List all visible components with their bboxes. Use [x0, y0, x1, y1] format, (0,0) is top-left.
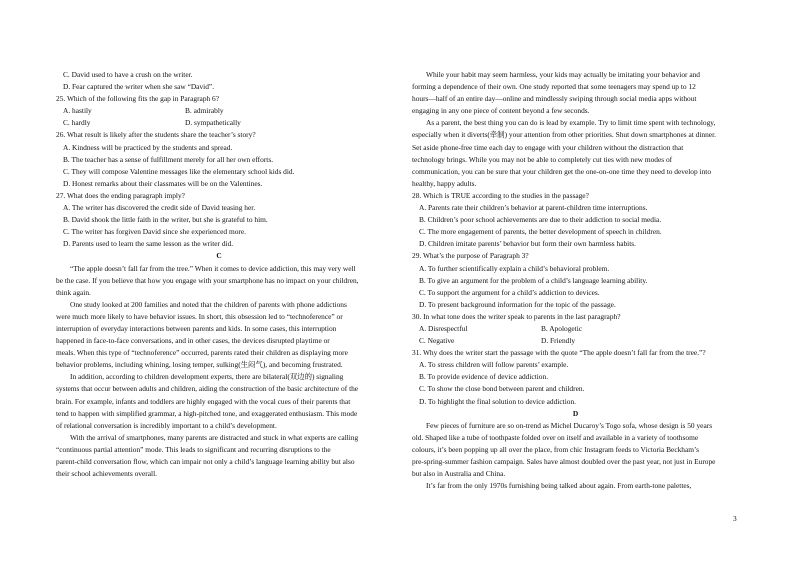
option-line: B. To provide evidence of device addiction. — [419, 372, 549, 382]
option-line: C. To support the argument for a child’s addiction to devices. — [419, 287, 600, 297]
passage-line: With the arrival of smartphones, many parents are distracted and stuck in what experts are calling — [70, 432, 359, 442]
passage-line: think again. — [56, 287, 91, 297]
passage-line: “continuous partial attention” mode. This leads to significant and recurring disruptions to the — [56, 444, 331, 454]
option-c: C. Negative — [419, 336, 455, 346]
question-28: 28. Which is TRUE according to the studies in the passage? — [412, 190, 589, 200]
option-line: C. The more engagement of parents, the better development of speech in children. — [419, 227, 662, 237]
passage-line: healthy, happy adults. — [412, 178, 477, 188]
option-line: B. Children’s poor school achievements are due to their addiction to social media. — [419, 215, 662, 225]
option-d: D. sympathetically — [185, 118, 241, 128]
passage-line: In addition, according to children development experts, there are bilateral(双边的) signaling — [70, 372, 344, 382]
passage-line: especially when it diverts(牵制) your attention from other priorities. Shut down smartphones at dinner. — [412, 130, 716, 140]
option-line: D. Honest remarks about their classmates will be on the Valentines. — [63, 178, 263, 188]
passage-line: but also in Australia and China. — [412, 469, 506, 479]
passage-line: While your habit may seem harmless, your kids may actually be imitating your behavior and — [426, 70, 700, 79]
question-31: 31. Why does the writer start the passage with the quote “The apple doesn’t fall far from the tree.”? — [412, 348, 706, 358]
passage-line: pre-spring-summer fashion campaign. Sales have almost doubled over the past year, not just in Europe — [412, 457, 716, 466]
option-d: D. Friendly — [541, 336, 576, 346]
passage-line: parent-child conversation flow, which can impair not only a child’s language learning ability but also — [56, 457, 355, 466]
option-a: A. Disrespectful — [419, 323, 468, 333]
option-line: C. They will compose Valentine messages like the elementary school kids did. — [63, 166, 295, 176]
option-row — [412, 335, 739, 347]
right-column — [412, 69, 739, 492]
option-b: B. Apologetic — [541, 323, 583, 333]
option-row — [412, 323, 739, 335]
passage-line: Set aside phone-free time each day to engage with your children without the distraction that — [412, 142, 684, 152]
option-b: B. admirably — [185, 106, 224, 116]
passage-line: systems that occur between adults and children, aiding the construction of the basic architecture of the — [56, 384, 359, 394]
option-line: A. To stress children will follow parents’ example. — [419, 360, 569, 370]
page-number: 3 — [733, 514, 737, 523]
option-line: A. Parents rate their children’s behavior at parent-children time interruptions. — [419, 203, 648, 213]
question-25: 25. Which of the following fits the gap in Paragraph 6? — [56, 94, 220, 104]
option-line: A. To further scientifically explain a child’s behavioral problem. — [419, 263, 610, 273]
option-row — [56, 117, 382, 129]
option-line: D. Fear captured the writer when she saw “David”. — [63, 82, 215, 92]
passage-line: meals. When this type of “technoference” occurred, parents rated their children as displaying more — [56, 348, 348, 358]
option-line: D. Parents used to learn the same lesson as the writer did. — [63, 239, 234, 249]
option-line: C. To show the close bond between parent and children. — [419, 384, 585, 394]
passage-line: “The apple doesn’t fall far from the tree.” When it comes to device addiction, this may very well — [70, 263, 356, 273]
option-line: B. The teacher has a sense of fulfillment merely for all her own efforts. — [63, 154, 274, 164]
option-row — [56, 105, 382, 117]
passage-line: forming a dependence of their own. One study reported that some teenagers may spend up to 12 — [412, 82, 696, 92]
passage-line: were much more likely to have behavior issues. In short, this obsession led to “technoference” or — [56, 311, 343, 321]
option-a: A. hastily — [63, 106, 92, 116]
option-line: B. To give an argument for the problem of a child’s language learning ability. — [419, 275, 648, 285]
left-column — [56, 69, 382, 480]
passage-line: engaging in any one piece of content beyond a few seconds. — [412, 106, 590, 116]
passage-line: technology brings. While you may not be able to completely cut ties with new modes of — [412, 154, 673, 164]
section-heading-d: D — [572, 408, 579, 418]
passage-line: colours, it’s been popping up all over the place, from chic Instagram feeds to Victoria Beckham’s — [412, 444, 699, 454]
question-29: 29. What’s the purpose of Paragraph 3? — [412, 251, 529, 261]
passage-line: of relational conversation is incredibly important to a child’s development. — [56, 420, 277, 430]
passage-line: behavior problems, including whining, losing temper, sulking(生闷气), and becoming frustrated. — [56, 360, 343, 370]
option-c: C. hardly — [63, 118, 91, 128]
passage-line: tend to happen with simplified grammar, a high-pitched tone, and exaggerated enthusiasm. This mode — [56, 408, 358, 418]
option-line: A. Kindness will be practiced by the students and spread. — [63, 142, 233, 152]
passage-line: their school achievements overall. — [56, 469, 157, 479]
question-30: 30. In what tone does the writer speak to parents in the last paragraph? — [412, 311, 621, 321]
option-line: C. The writer has forgiven David since she experienced more. — [63, 227, 246, 237]
passage-line: interruption of everyday interactions between parents and kids. In some cases, this interruption — [56, 323, 337, 333]
option-line: A. The writer has discovered the credit side of David teasing her. — [63, 203, 256, 213]
option-line: C. David used to have a crush on the writer. — [63, 70, 193, 79]
passage-line: old. Shaped like a tube of toothpaste folded over on itself and available in a variety of toothsome — [412, 432, 699, 442]
passage-line: As a parent, the best thing you can do is lead by example. Try to limit time spent with technology, — [426, 118, 716, 128]
section-heading-c: C — [216, 251, 222, 261]
passage-line: be the case. If you believe that how you engage with your smartphone has no impact on your children, — [56, 275, 359, 285]
option-line: B. David shook the little faith in the writer, but she is grateful to him. — [63, 215, 268, 225]
passage-line: It’s far from the only 1970s furnishing being talked about again. From earth-tone palettes, — [426, 481, 692, 491]
passage-line: Few pieces of furniture are so on-trend as Michel Ducaroy’s Togo sofa, whose design is 50 years — [426, 420, 713, 430]
passage-line: communication, you can be sure that your children get the one-on-one time they need to develop into — [412, 166, 712, 176]
question-27: 27. What does the ending paragraph imply? — [56, 190, 185, 200]
passage-line: hours—half of an entire day—online and mindlessly swiping through social media apps without — [412, 94, 697, 104]
passage-line: One study looked at 200 families and noted that the children of parents with phone addictions — [70, 299, 347, 309]
option-line: D. To highlight the final solution to device addiction. — [419, 396, 576, 406]
passage-line: happened in face-to-face conversations, and in other cases, the devices disrupted playtime or — [56, 336, 330, 346]
option-line: D. To present background information for the topic of the passage. — [419, 299, 616, 309]
passage-line: brain. For example, infants and toddlers are highly engaged with the vocal cues of their parents that — [56, 396, 351, 406]
question-26: 26. What result is likely after the students share the teacher’s story? — [56, 130, 256, 140]
option-line: D. Children imitate parents’ behavior but form their own harmless habits. — [419, 239, 637, 249]
